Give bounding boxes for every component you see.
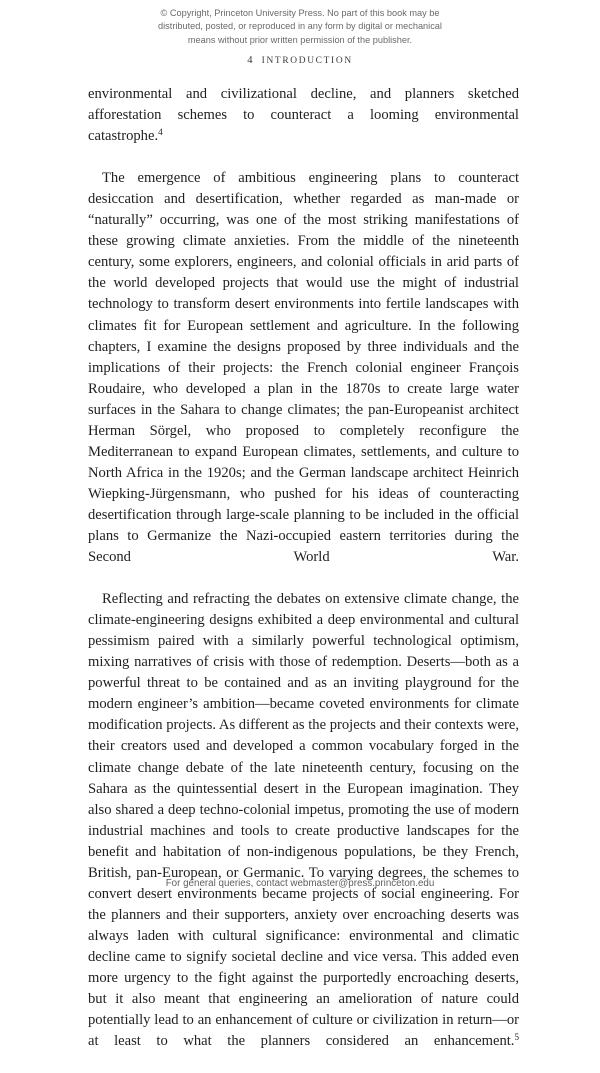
footnote-marker-5: 5: [514, 1032, 519, 1043]
paragraph-2-text: The emergence of ambitious engineering plans to counteract desiccation and desertification, whether regarded as man-made or “naturally” occurring, was one of the most striking manifestations of these growing climate anxieties. From the middle of the nineteenth century, some explorers, engineers, and colonial officials in arid parts of the world developed projects that would use the might of industrial technology to transform desert environments into fertile landscapes with climates fit for European settlement and agriculture. In the following chapters, I examine the designs proposed by three individuals and the implications of their projects: the French colonial engineer François Roudaire, who developed a plan in the 1870s to create large water surfaces in the Sahara to change climates; the pan-Europeanist architect Herman Sörgel, who proposed to completely reconfigure the Mediterranean to expand European climates, settlements, and culture to North Africa in the 1920s; and the German landscape architect Heinrich Wiepking-Jürgensmann, who pushed for his ideas of counteracting desertification through large-scale planning to be included in the official plans to Germanize the Nazi-occupied eastern territories during the Second World War.: [88, 170, 519, 566]
running-head: [0, 55, 600, 66]
copyright-line-1: © Copyright, Princeton University Press. No part of this book may be: [160, 8, 440, 18]
paragraph-3-text: Reflecting and refracting the debates on extensive climate change, the climate-engineering designs exhibited a deep environmental and cultural pessimism paired with a similarly powerful technological optimism, mixing narratives of crisis with those of redemption. Deserts—both as a powerful threat to be contained and as an inviting playground for the modern engineer’s ambition—became coveted environments for climate modification projects. As different as the projects and their contexts were, their creators used and developed a common vocabulary forged in the climate change debate of the late nineteenth century, focusing on the Sahara as the quintessential desert in the European imagination. They also shared a deep techno-colonial impetus, promoting the use of modern industrial machines and tools to create productive landscapes for the benefit and habitation of non-indigenous populations, be they French, British, pan-European, or Germanic. To varying degrees, the schemes to convert desert environments became projects of social engineering. For the planners and their supporters, anxiety over encroaching deserts was always laden with cultural significance: environmental and climatic decline came to signify societal decline and vice versa. This added even more urgency to the fight against the purportedly encroaching deserts, but it also meant that engineering an amelioration of nature could potentially lead to an enhancement of culture or civilization in return—or at least to what the planners considered an enhancement.: [88, 591, 519, 1050]
paragraph-1: [88, 84, 519, 168]
page-footer: [0, 878, 600, 889]
copyright-line-2: distributed, posted, or reproduced in any form by digital or mechanical: [158, 21, 442, 32]
running-head-title: INTRODUCTION: [261, 56, 353, 66]
paragraph-2: [88, 168, 519, 589]
copyright-line-3: means without prior written permission of the publisher.: [187, 34, 413, 45]
body-text-block: [88, 84, 519, 1073]
footer-text: For general queries, contact webmaster@press.princeton.edu: [165, 878, 435, 889]
footnote-marker-4: 4: [158, 127, 163, 138]
paragraph-1-text: environmental and civilizational decline, and planners sketched afforestation schemes to counteract a looming environmental catastrophe.: [88, 86, 519, 145]
copyright-notice: [130, 7, 470, 47]
paragraph-3: [88, 589, 519, 1073]
page-number: 4: [247, 55, 253, 66]
